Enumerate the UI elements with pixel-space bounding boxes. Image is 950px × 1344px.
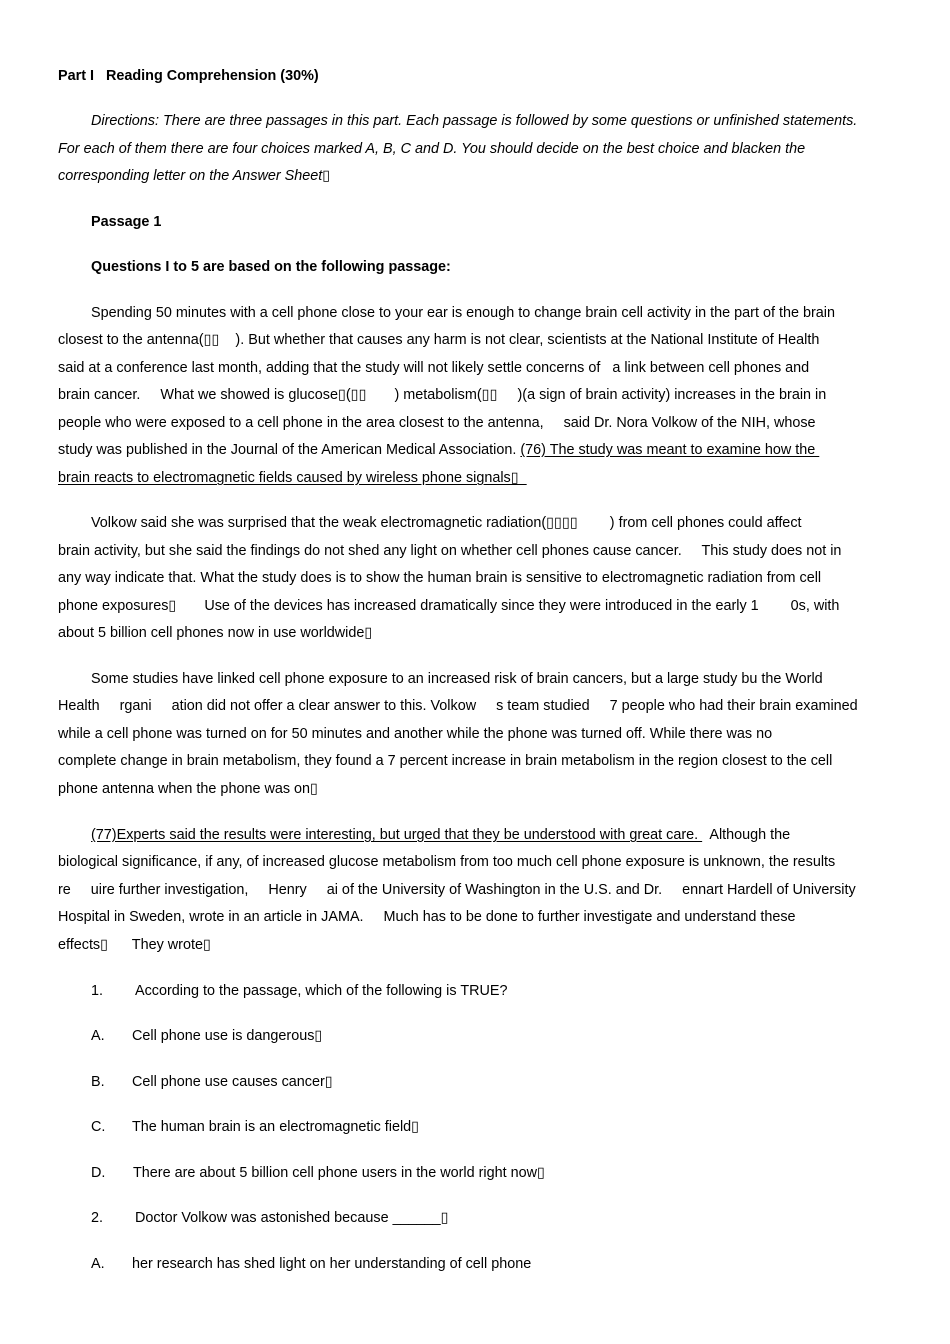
option-text: Cell phone use causes cancer▯	[132, 1074, 333, 1090]
paragraph-line: while a cell phone was turned on for 50 minutes and another while the phone was turned off. While there was no	[58, 726, 773, 742]
paragraph-line: people who were exposed to a cell phone in the area closest to the antenna, said Dr. Nora Volkow of the NIH, whose	[58, 415, 816, 431]
underlined-sentence-76-cont: brain reacts to electromagnetic fields caused by wireless phone signals▯	[58, 470, 527, 486]
paragraph-line	[58, 440, 819, 460]
option-text: There are about 5 billion cell phone users in the world right now▯	[133, 1165, 545, 1181]
option-letter: A.	[91, 1256, 105, 1272]
question-number: 2.	[91, 1210, 104, 1226]
paragraph-line: closest to the antenna(▯▯ ). But whether that causes any harm is not clear, scientists at the National Institute of Health	[58, 332, 820, 348]
paragraph-line: brain activity, but she said the findings do not shed any light on whether cell phones cause cancer. This study does not in	[58, 543, 842, 559]
paragraph-text: study was published in the Journal of the American Medical Association.	[58, 442, 521, 458]
paragraph-line: Health rgani ation did not offer a clear answer to this. Volkow s team studied 7 people who had their brain examined	[58, 698, 858, 714]
question-stem: Doctor Volkow was astonished because ______▯	[135, 1210, 449, 1226]
directions-line: For each of them there are four choices marked A, B, C and D. You should decide on the best choice and blacken the	[58, 141, 806, 157]
option-letter: C.	[91, 1119, 106, 1135]
underlined-sentence-77: (77)Experts said the results were interesting, but urged that they be understood with great care.	[91, 827, 703, 843]
paragraph-line: brain cancer. What we showed is glucose▯(▯▯ ) metabolism(▯▯ )(a sign of brain activity) increases in the brain in	[58, 387, 827, 403]
paragraph-line: phone antenna when the phone was on▯	[58, 781, 318, 797]
paragraph-line: said at a conference last month, adding that the study will not likely settle concerns of a link between cell phones and	[58, 360, 810, 376]
paragraph-line: Hospital in Sweden, wrote in an article in JAMA. Much has to be done to further investigate and understand these	[58, 909, 796, 925]
question-stem: According to the passage, which of the following is TRUE?	[135, 983, 508, 999]
underlined-sentence-76: (76) The study was meant to examine how the	[520, 442, 820, 458]
paragraph-line: effects▯ They wrote▯	[58, 937, 211, 953]
option-text: Cell phone use is dangerous▯	[132, 1028, 323, 1044]
paragraph-line: re uire further investigation, Henry ai of the University of Washington in the U.S. and Dr. ennart Hardell of University	[58, 882, 856, 898]
paragraph-line: Some studies have linked cell phone exposure to an increased risk of brain cancers, but a large study bu the World	[91, 671, 823, 687]
option-text: her research has shed light on her understanding of cell phone	[132, 1256, 532, 1272]
paragraph-text: Although the	[702, 827, 791, 843]
part-title: Part I Reading Comprehension (30%)	[58, 68, 319, 84]
paragraph-line: any way indicate that. What the study does is to show the human brain is sensitive to electromagnetic radiation from cell	[58, 570, 822, 586]
paragraph-line: Volkow said she was surprised that the weak electromagnetic radiation(▯▯▯▯ ) from cell phones could affect	[91, 515, 802, 531]
questions-heading: Questions I to 5 are based on the following passage:	[91, 259, 451, 275]
paragraph-line: phone exposures▯ Use of the devices has increased dramatically since they were introduced in the early 1 0s, with	[58, 598, 840, 614]
paragraph-line: Spending 50 minutes with a cell phone close to your ear is enough to change brain cell activity in the part of the brain	[91, 305, 835, 321]
option-letter: B.	[91, 1074, 105, 1090]
option-letter: A.	[91, 1028, 105, 1044]
paragraph-line	[91, 825, 790, 845]
directions-line: corresponding letter on the Answer Sheet▯	[58, 168, 331, 184]
passage-title: Passage 1	[91, 214, 162, 230]
directions-line: Directions: There are three passages in this part. Each passage is followed by some questions or unfinished statements.	[91, 113, 858, 129]
paragraph-line: biological significance, if any, of increased glucose metabolism from too much cell phone exposure is unknown, the results	[58, 854, 836, 870]
question-number: 1.	[91, 983, 104, 999]
option-text: The human brain is an electromagnetic field▯	[132, 1119, 420, 1135]
paragraph-line: about 5 billion cell phones now in use worldwide▯	[58, 625, 373, 641]
option-letter: D.	[91, 1165, 106, 1181]
paragraph-line: complete change in brain metabolism, they found a 7 percent increase in brain metabolism in the region closest to the cell	[58, 753, 833, 769]
